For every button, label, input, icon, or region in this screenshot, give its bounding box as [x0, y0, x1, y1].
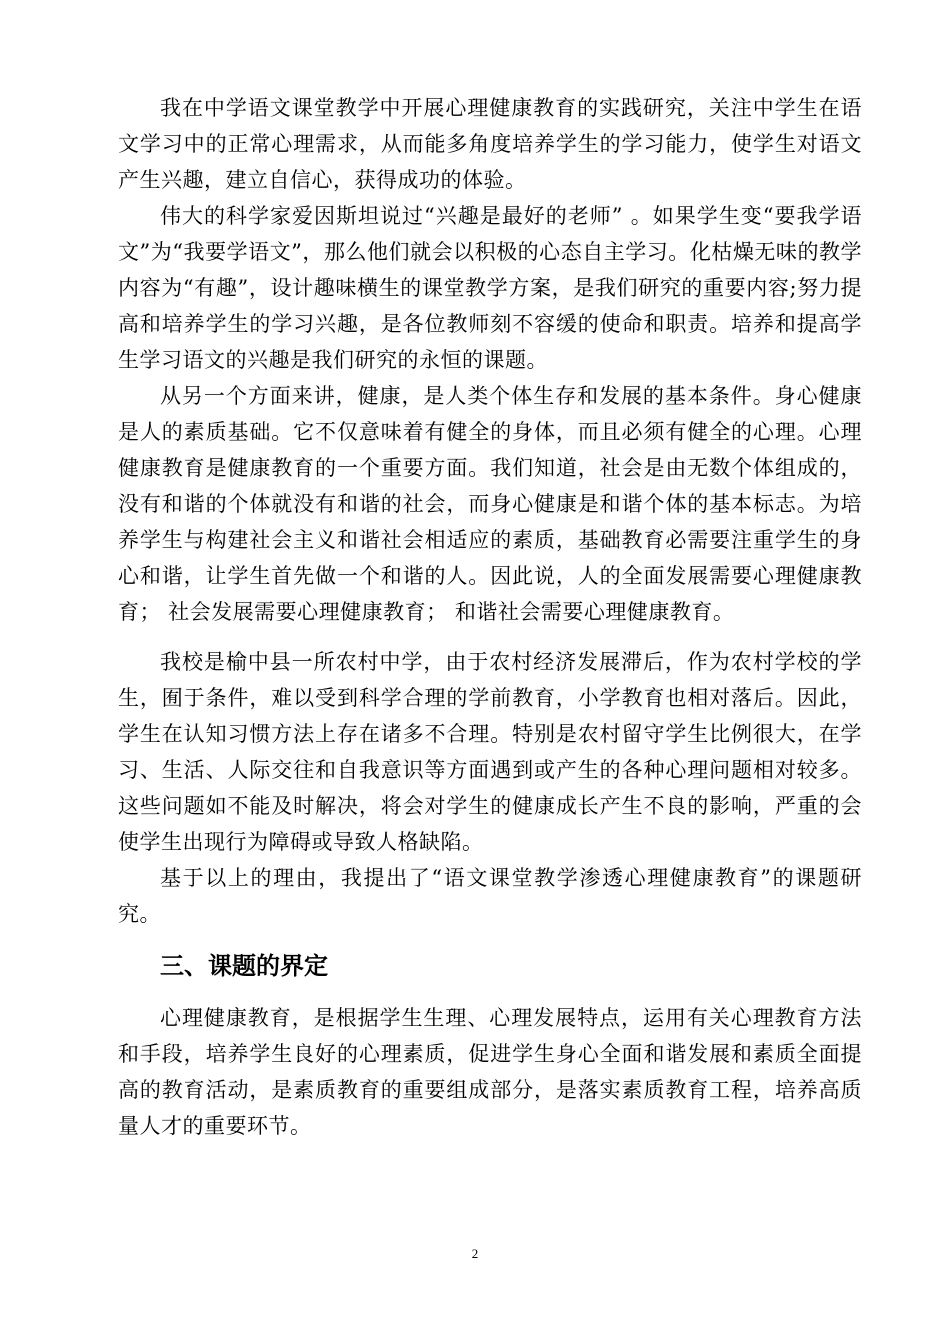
body-paragraph: 心理健康教育，是根据学生生理、心理发展特点，运用有关心理教育方法和手段，培养学生良好的心理素质，促进学生身心全面和谐发展和素质全面提高的教育活动，是素质教育的重要组成部分，是落实素质教育工程，培养高质量人才的重要环节。 — [118, 1006, 862, 1138]
body-paragraph: 从另一个方面来讲，健康，是人类个体生存和发展的基本条件。身心健康是人的素质基础。它不仅意味着有健全的身体，而且必须有健全的心理。心理健康教育是健康教育的一个重要方面。我们知道，社会是由无数个体组成的，没有和谐的个体就没有和谐的社会，而身心健康是和谐个体的基本标志。为培养学生与构建社会主义和谐社会相适应的素质，基础教育必需要注重学生的身心和谐，让学生首先做一个和谐的人。因此说，人的全面发展需要心理健康教育； 社会发展需要心理健康教育； 和谐社会需要心理健康教育。 — [118, 384, 862, 624]
section-heading: 三、课题的界定 — [160, 952, 328, 980]
body-paragraph: 我在中学语文课堂教学中开展心理健康教育的实践研究，关注中学生在语文学习中的正常心理需求，从而能多角度培养学生的学习能力，使学生对语文产生兴趣，建立自信心，获得成功的体验。 — [118, 96, 862, 192]
body-paragraph: 我校是榆中县一所农村中学，由于农村经济发展滞后，作为农村学校的学生，囿于条件，难以受到科学合理的学前教育，小学教育也相对落后。因此，学生在认知习惯方法上存在诸多不合理。特别是农村留守学生比例很大，在学习、生活、人际交往和自我意识等方面遇到或产生的各种心理问题相对较多。这些问题如不能及时解决，将会对学生的健康成长产生不良的影响，严重的会使学生出现行为障碍或导致人格缺陷。 — [118, 650, 862, 854]
page-number: 2 — [471, 1246, 479, 1261]
document-page — [118, 90, 862, 1144]
body-paragraph: 基于以上的理由，我提出了“语文课堂教学渗透心理健康教育”的课题研究。 — [118, 866, 862, 926]
body-paragraph: 伟大的科学家爱因斯坦说过“兴趣是最好的老师” 。如果学生变“要我学语文”为“我要学语文”，那么他们就会以积极的心态自主学习。化枯燥无味的教学内容为“有趣”，设计趣味横生的课堂教学方案，是我们研究的重要内容;努力提高和培养学生的学习兴趣，是各位教师刻不容缓的使命和职责。培养和提高学生学习语文的兴趣是我们研究的永恒的课题。 — [118, 204, 862, 372]
